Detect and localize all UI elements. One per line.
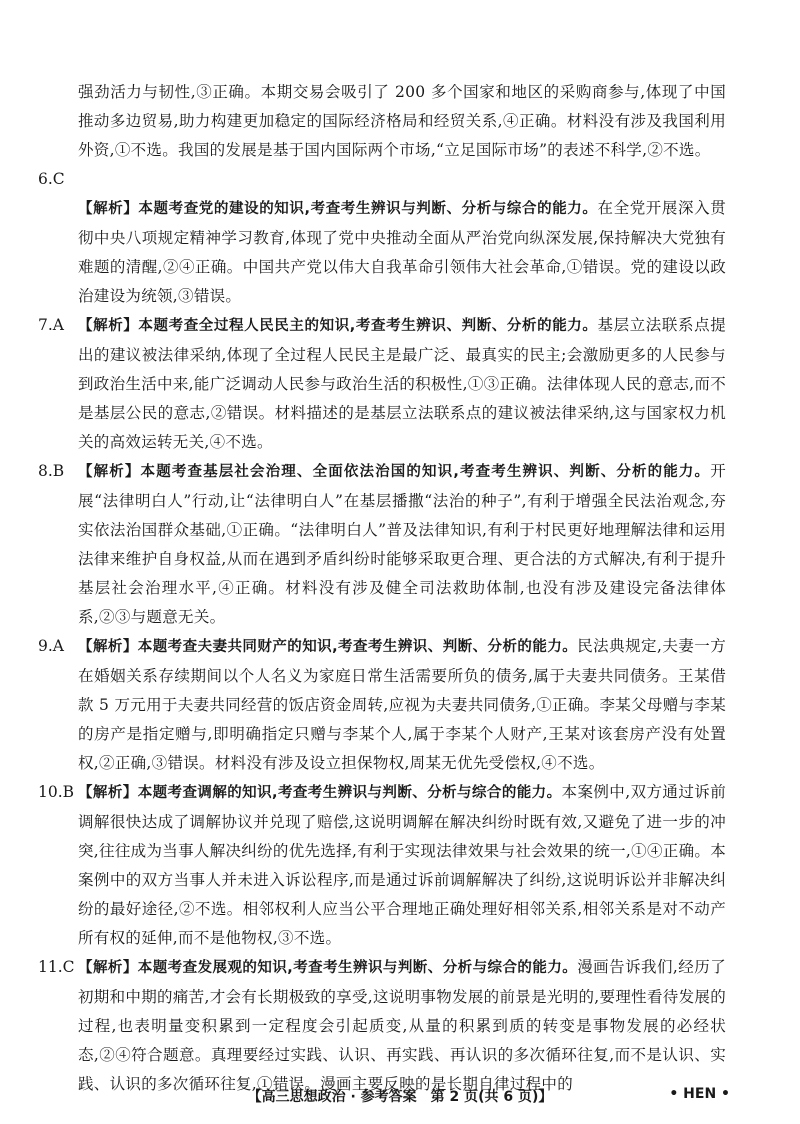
analysis-body: 基层立法联系点提出的建议被法律采纳,体现了全过程人民民主是最广泛、最真实的民主;会激励更多的人民参与到政治生活中来,能广泛调动人民参与政治生活的积极性,①③正确。法律体现人民的意志,而不是基层公民的意志,②错误。材料描述的是基层立法联系点的建议被法律采纳,这与国家权力机关的高效运转无关,④不选。 [78,316,726,451]
page-footer: 【高三思想政治 · 参考答案 第 2 页(共 6 页)】 [247,1089,553,1105]
intro-text: 强劲活力与韧性,③正确。本期交易会吸引了 200 多个国家和地区的采购商参与,体现了中国推动多边贸易,助力构建更加稳定的国际经济格局和经贸关系,④正确。材料没有涉及我国利用外资,①不选。我国的发展是基于国内国际两个市场,“立足国际市场”的表述不科学,②不选。 [78,83,726,159]
analysis-heading: 【解析】本题考查党的建设的知识,考查考生辨识与判断、分析与综合的能力。 [78,201,598,217]
analysis-heading: 【解析】本题考查全过程人民民主的知识,考查考生辨识、判断、分析的能力。 [78,318,598,334]
analysis-body: 漫画告诉我们,经历了初期和中期的痛苦,才会有长期极致的享受,这说明事物发展的前景是光明的,要理性看待发展的过程,也表明量变积累到一定程度会引起质变,从量的积累到质的转变是事物发展的必经状态,②④符合题意。真理要经过实践、认识、再实践、再认识的多次循环往复,而不是认识、实践、认识的多次循环往复,①错误。漫画主要反映的是长期自律过程中的 [78,958,726,1093]
answer-text [78,194,726,311]
analysis-heading: 【解析】本题考查夫妻共同财产的知识,考查考生辨识、判断、分析的能力。 [78,639,578,655]
analysis-body: 民法典规定,夫妻一方在婚姻关系存续期间以个人名义为家庭日常生活需要所负的债务,属于夫妻共同债务。王某借款 5 万元用于夫妻共同经营的饭店资金周转,应视为夫妻共同债务,①正确。李某父母赠与李某的房产是指定赠与,即明确指定只赠与李某个人,属于李某个人财产,王某对该套房产没有处置权,②正确,③错误。材料没有涉及设立担保物权,周某无优先受偿权,④不选。 [78,637,726,772]
answer-number: 7.A [38,316,64,334]
answer-number: 9.A [38,637,64,655]
analysis-heading: 【解析】本题考查调解的知识,考查考生辨识与判断、分析与综合的能力。 [78,785,562,801]
answer-text [78,778,726,953]
answer-item [38,457,726,632]
answer-text [78,632,726,778]
answer-list [38,165,727,1099]
analysis-body: 在全党开展深入贯彻中央八项规定精神学习教育,体现了党中央推动全面从严治党向纵深发展,保持解决大党独有难题的清醒,②④正确。中国共产党以伟大自我革命引领伟大社会革命,①错误。党的建设以政治建设为统领,③错误。 [78,199,726,305]
answer-number: 11.C [38,958,75,976]
analysis-body: 开展“法律明白人”行动,让“法律明白人”在基层播撒“法治的种子”,有利于增强全民法治观念,夯实依法治国群众基础,①正确。“法律明白人”普及法律知识,有利于村民更好地理解法律和运用法律来维护自身权益,从而在遇到矛盾纠纷时能够采取更合理、更合法的方式解决,有利于提升基层社会治理水平,④正确。材料没有涉及健全司法救助体制,也没有涉及建设完备法律体系,②③与题意无关。 [78,462,726,626]
answer-text [78,311,726,457]
answer-content [38,78,727,1099]
analysis-heading: 【解析】本题考查发展观的知识,考查考生辨识与判断、分析与综合的能力。 [78,960,578,976]
answer-text [78,953,726,1099]
analysis-heading: 【解析】本题考查基层社会治理、全面依法治国的知识,考查考生辨识、判断、分析的能力。 [78,464,711,480]
analysis-body: 本案例中,双方通过诉前调解很快达成了调解协议并兑现了赔偿,这说明调解在解决纠纷时既有效,又避免了进一步的冲突,往往成为当事人解决纠纷的优先选择,有利于实现法律效果与社会效果的统一,①④正确。本案例中的双方当事人并未进入诉讼程序,而是通过诉前调解解决了纠纷,这说明诉讼并非解决纠纷的最好途径,②不选。相邻权利人应当公平合理地正确处理好相邻关系,相邻关系是对不动产所有权的延伸,而不是他物权,③不选。 [78,783,727,947]
answer-number: 10.B [38,783,75,801]
intro-paragraph [78,78,726,165]
answer-item [38,778,727,953]
answer-number: 6.C [38,170,65,188]
answer-item [38,311,726,457]
answer-item [38,953,726,1099]
answer-item [38,165,726,311]
answer-item [38,632,726,778]
answer-number: 8.B [38,462,65,480]
footer-code: • HEN • [669,1086,730,1102]
answer-text [78,457,726,632]
